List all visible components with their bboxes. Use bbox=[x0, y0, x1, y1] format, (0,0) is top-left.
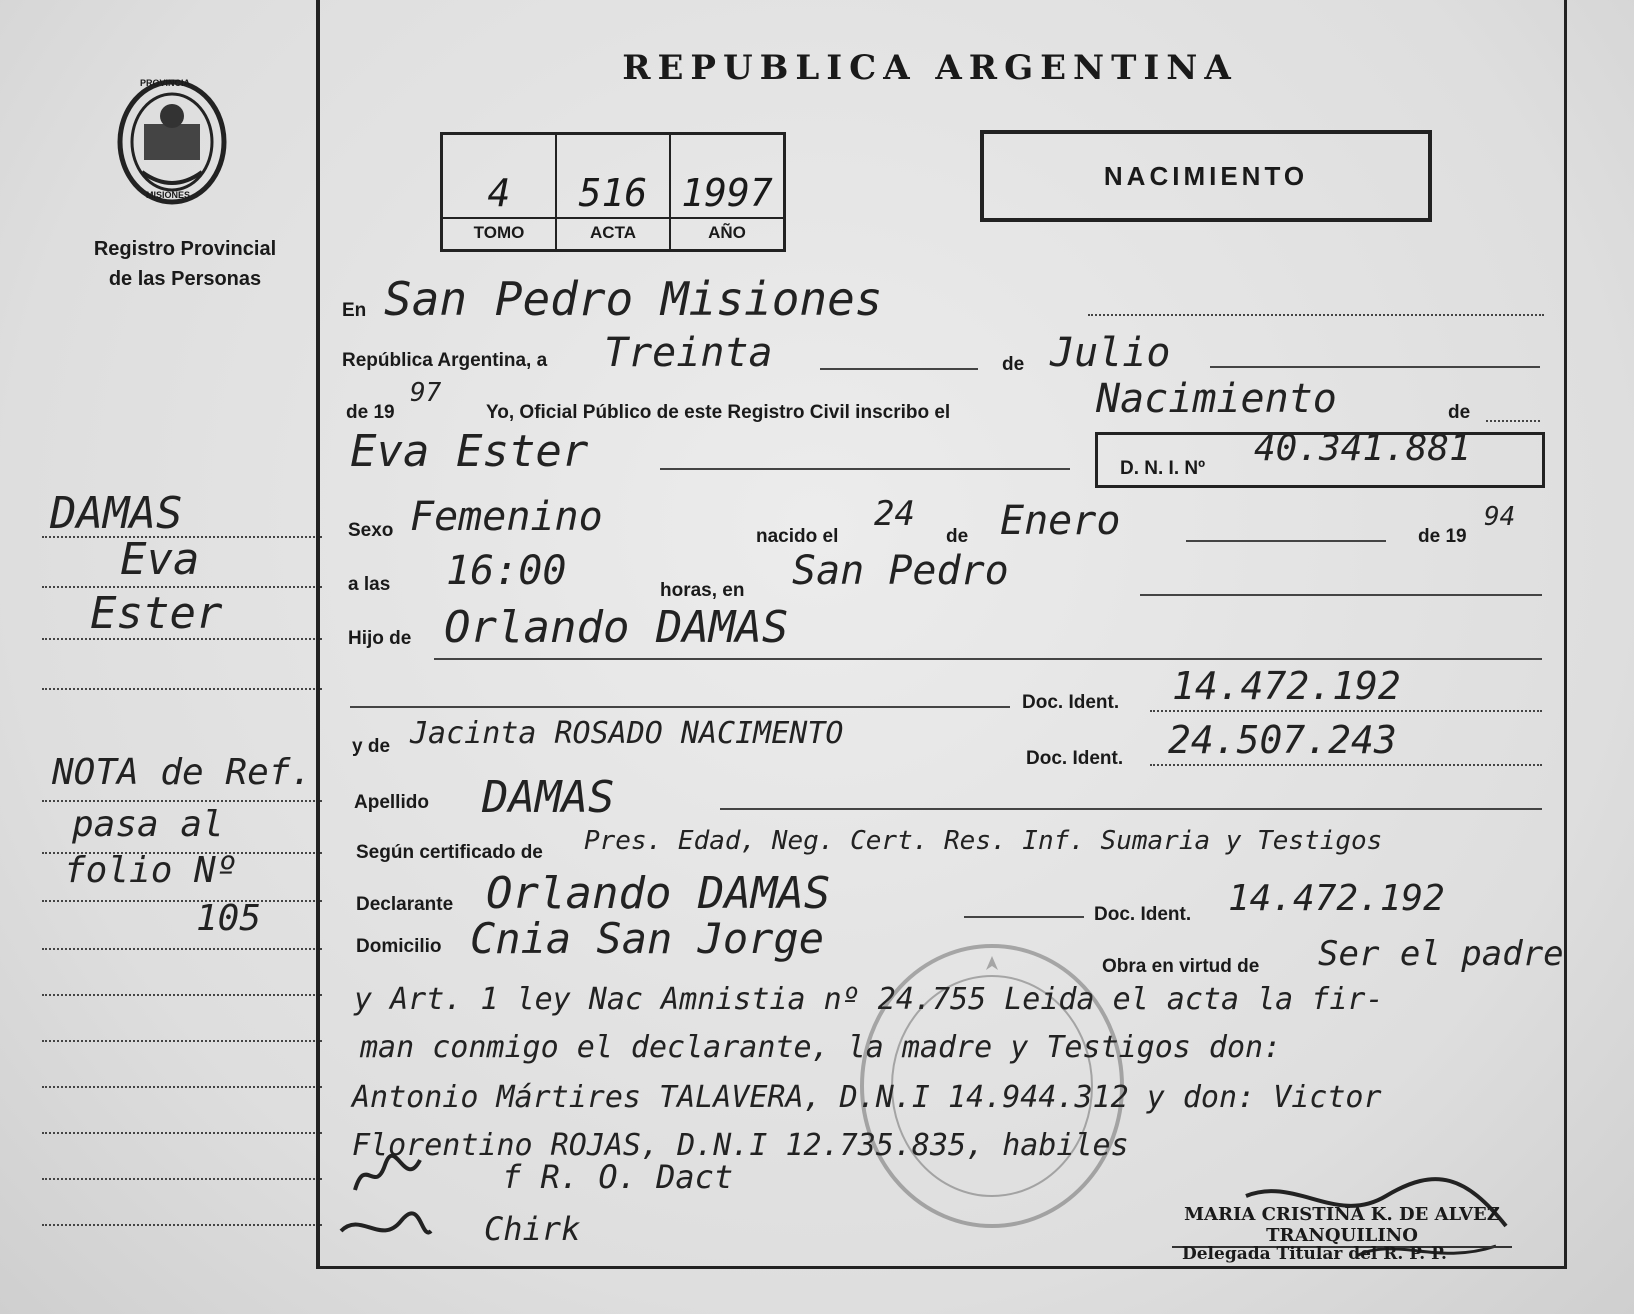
anio-cell bbox=[671, 135, 783, 249]
registry-stamp-icon bbox=[852, 936, 1132, 1236]
signatory-name: MARIA CRISTINA K. DE ALVEZ TRANQUILINO bbox=[1172, 1204, 1512, 1248]
father-extra-line bbox=[350, 706, 1010, 708]
sexo-label: Sexo bbox=[348, 520, 394, 541]
doc-label-declarante: Doc. Ident. bbox=[1094, 904, 1192, 925]
margin-line-8 bbox=[42, 948, 322, 950]
declarante-line bbox=[964, 916, 1084, 918]
margin-line-3 bbox=[42, 638, 322, 640]
signature-scribble-1-icon bbox=[350, 1150, 430, 1200]
nacido-label: nacido el bbox=[756, 526, 839, 547]
margin-line-5 bbox=[42, 800, 322, 802]
margin-surname: DAMAS bbox=[50, 488, 183, 539]
father-doc-value: 14.472.192 bbox=[1172, 664, 1401, 708]
hijo-label: Hijo de bbox=[348, 628, 412, 649]
day-written-value: Treinta bbox=[604, 330, 773, 376]
declarante-label: Declarante bbox=[356, 894, 454, 915]
margin-line-14 bbox=[42, 1224, 322, 1226]
month-line bbox=[1210, 366, 1540, 368]
certificado-label: Según certificado de bbox=[356, 842, 543, 863]
tomo-value: 4 bbox=[443, 171, 555, 219]
body-line-1: y Art. 1 ley Nac Amnistia nº 24.755 Leida el acta la fir- bbox=[354, 982, 1384, 1017]
year-suffix-value: 97 bbox=[410, 378, 442, 408]
signatory-role: Delegada Titular del R. P. P. bbox=[1182, 1244, 1447, 1264]
margin-line-9 bbox=[42, 994, 322, 996]
sexo-value: Femenino bbox=[410, 494, 603, 540]
registration-box bbox=[440, 132, 786, 252]
republica-label: República Argentina, a bbox=[342, 350, 548, 371]
anio-label: AÑO bbox=[708, 223, 746, 242]
tomo-cell bbox=[443, 135, 557, 249]
margin-given-name-2: Ester bbox=[90, 588, 223, 639]
declarante-value: Orlando DAMAS bbox=[486, 868, 831, 919]
dni-label: D. N. I. Nº bbox=[1120, 458, 1206, 479]
tomo-label: TOMO bbox=[473, 223, 525, 242]
mother-doc-value: 24.507.243 bbox=[1168, 718, 1397, 762]
margin-line-4 bbox=[42, 688, 322, 690]
left-margin-column bbox=[0, 0, 330, 1314]
apellido-label: Apellido bbox=[354, 792, 429, 813]
acta-label: ACTA bbox=[590, 223, 636, 242]
margin-line-7 bbox=[42, 900, 322, 902]
domicilio-label: Domicilio bbox=[356, 936, 442, 957]
place-line bbox=[1088, 314, 1544, 316]
margin-note-line-2: pasa al bbox=[72, 804, 224, 845]
body-line-2: man conmigo el declarante, la madre y Testigos don: bbox=[360, 1030, 1282, 1065]
doc-label-father: Doc. Ident. bbox=[1022, 692, 1120, 713]
event-value: Nacimiento bbox=[1096, 376, 1337, 422]
birth-year-prefix-label: de 19 bbox=[1418, 526, 1467, 547]
mother-signature: f R. O. Dact bbox=[502, 1158, 734, 1196]
mother-value: Jacinta ROSADO NACIMENTO bbox=[410, 716, 844, 751]
body-line-3: Antonio Mártires TALAVERA, D.N.I 14.944.312 y don: Victor bbox=[352, 1080, 1382, 1115]
domicilio-value: Cnia San Jorge bbox=[470, 914, 825, 963]
seal-top-text: PROVINCIA bbox=[140, 78, 191, 88]
birth-month-value: Enero bbox=[1000, 498, 1121, 544]
registry-name-line1: Registro Provincial bbox=[93, 238, 277, 260]
de-label-2: de bbox=[1448, 402, 1471, 423]
day-line bbox=[820, 368, 978, 370]
registry-name-line2: de las Personas bbox=[108, 268, 262, 290]
margin-given-name-1: Eva bbox=[120, 534, 200, 585]
birth-day-value: 24 bbox=[874, 494, 915, 534]
birth-place-line bbox=[1140, 594, 1542, 596]
margin-note-line-1: NOTA de Ref. bbox=[52, 752, 313, 793]
margin-line-13 bbox=[42, 1178, 322, 1180]
signature-scribble-2-icon bbox=[336, 1206, 436, 1256]
en-label: En bbox=[342, 300, 367, 321]
event-line bbox=[1486, 420, 1540, 422]
provincial-seal-icon bbox=[112, 76, 232, 208]
body-line-4: Florentino ROJAS, D.N.I 12.735.835, habiles bbox=[352, 1128, 1129, 1163]
birth-place-value: San Pedro bbox=[792, 548, 1009, 594]
doc-label-mother: Doc. Ident. bbox=[1026, 748, 1124, 769]
acta-cell bbox=[557, 135, 671, 249]
place-value: San Pedro Misiones bbox=[384, 272, 883, 326]
father-doc-line bbox=[1150, 710, 1542, 712]
de-label-1: de bbox=[1002, 354, 1025, 375]
child-names-value: Eva Ester bbox=[350, 426, 589, 477]
margin-line-12 bbox=[42, 1132, 322, 1134]
obra-value: Ser el padre bbox=[1318, 934, 1564, 974]
official-text: Yo, Oficial Público de este Registro Civil inscribo el bbox=[486, 402, 951, 423]
obra-label: Obra en virtud de bbox=[1102, 956, 1260, 977]
margin-line-11 bbox=[42, 1086, 322, 1088]
mother-doc-line bbox=[1150, 764, 1542, 766]
father-line bbox=[434, 658, 1542, 660]
de-label-3: de bbox=[946, 526, 969, 547]
registry-name bbox=[70, 234, 300, 294]
year-prefix-label: de 19 bbox=[346, 402, 395, 423]
country-title: REPUBLICA ARGENTINA bbox=[622, 48, 1238, 88]
margin-line-10 bbox=[42, 1040, 322, 1042]
month-written-value: Julio bbox=[1050, 330, 1171, 376]
seal-bottom-text: MISIONES bbox=[146, 190, 191, 200]
a-las-label: a las bbox=[348, 574, 391, 595]
dni-value: 40.341.881 bbox=[1254, 428, 1471, 469]
certificado-value: Pres. Edad, Neg. Cert. Res. Inf. Sumaria y Testigos bbox=[584, 826, 1383, 856]
apellido-line bbox=[720, 808, 1542, 810]
y-de-label: y de bbox=[352, 736, 391, 757]
father-value: Orlando DAMAS bbox=[444, 602, 789, 653]
witness-signature: Chirk bbox=[484, 1210, 581, 1248]
anio-value: 1997 bbox=[671, 171, 783, 219]
time-value: 16:00 bbox=[446, 548, 567, 594]
birth-month-line bbox=[1186, 540, 1386, 542]
apellido-value: DAMAS bbox=[482, 772, 615, 823]
horas-label: horas, en bbox=[660, 580, 745, 601]
child-names-line bbox=[660, 468, 1070, 470]
declarante-doc-value: 14.472.192 bbox=[1228, 878, 1445, 919]
margin-note-line-3: folio Nº bbox=[64, 850, 238, 891]
birth-year-suffix-value: 94 bbox=[1484, 502, 1516, 532]
acta-value: 516 bbox=[557, 171, 669, 219]
document-type-box: NACIMIENTO bbox=[980, 130, 1432, 222]
margin-note-line-4: 105 bbox=[196, 898, 262, 939]
